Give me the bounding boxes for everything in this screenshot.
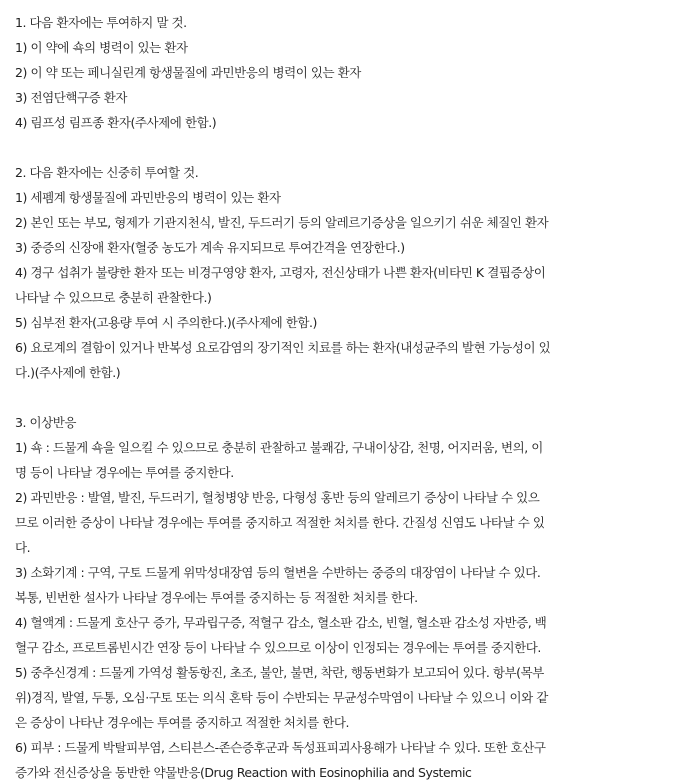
section-2-item-4-cont: 나타날 수 있으므로 충분히 관찰한다.)	[15, 290, 212, 305]
section-3-item-5: 5) 중추신경계 : 드물게 가역성 활동항진, 초조, 불안, 불면, 착란, 행동변화가 보고되어 있다. 항부(목부	[15, 665, 544, 680]
section-2-item-6: 6) 요로계의 결함이 있거나 반복성 요로감염의 장기적인 치료를 하는 환자(내성균주의 발현 가능성이 있	[15, 340, 551, 355]
section-3-item-2-cont-2: 다.	[15, 540, 31, 555]
section-3-item-4-cont: 혈구 감소, 프로트롬빈시간 연장 등이 나타날 수 있으므로 이상이 인정되는 경우에는 투여를 중지한다.	[15, 640, 541, 655]
section-2-item-6-cont: 다.)(주사제에 한함.)	[15, 365, 121, 380]
section-3-item-6: 6) 피부 : 드물게 박탈피부염, 스티븐스-존슨증후군과 독성표피괴사용해가 나타날 수 있다. 또한 호산구	[15, 740, 546, 755]
section-2-item-2: 2) 본인 또는 부모, 형제가 기관지천식, 발진, 두드러기 등의 알레르기증상을 일으키기 쉬운 체질인 환자	[15, 215, 549, 230]
section-3-item-5-cont-2: 은 증상이 나타난 경우에는 투여를 중지하고 적절한 처치를 한다.	[15, 715, 349, 730]
section-1-item-3: 3) 전염단핵구증 환자	[15, 90, 127, 105]
section-3-item-3-cont: 복통, 빈번한 설사가 나타날 경우에는 투여를 중지하는 등 적절한 처치를 한다.	[15, 590, 418, 605]
section-3-item-6-cont: 증가와 전신증상을 동반한 약물반응(Drug Reaction with Eosinophilia and Systemic	[15, 765, 472, 780]
section-1-item-2: 2) 이 약 또는 페니실린계 항생물질에 과민반응의 병력이 있는 환자	[15, 65, 361, 80]
section-3-heading: 3. 이상반응	[15, 415, 77, 430]
section-1-item-1: 1) 이 약에 쇽의 병력이 있는 환자	[15, 40, 188, 55]
section-1-heading: 1. 다음 환자에는 투여하지 말 것.	[15, 15, 187, 30]
section-2-item-3: 3) 중증의 신장애 환자(혈중 농도가 계속 유지되므로 투여간격을 연장한다.)	[15, 240, 405, 255]
section-3-item-3: 3) 소화기계 : 구역, 구토 드물게 위막성대장염 등의 혈변을 수반하는 중증의 대장염이 나타날 수 있다.	[15, 565, 541, 580]
section-1-item-4: 4) 림프성 림프종 환자(주사제에 한함.)	[15, 115, 217, 130]
section-2-item-4: 4) 경구 섭취가 불량한 환자 또는 비경구영양 환자, 고령자, 전신상태가 나쁜 환자(비타민 K 결핍증상이	[15, 265, 546, 280]
section-3-item-1: 1) 쇽 : 드물게 쇽을 일으킬 수 있으므로 충분히 관찰하고 불쾌감, 구내이상감, 천명, 어지러움, 변의, 이	[15, 440, 543, 455]
section-3-item-1-cont: 명 등이 나타날 경우에는 투여를 중지한다.	[15, 465, 234, 480]
section-2-item-5: 5) 심부전 환자(고용량 투여 시 주의한다.)(주사제에 한함.)	[15, 315, 317, 330]
section-2-heading: 2. 다음 환자에는 신중히 투여할 것.	[15, 165, 199, 180]
section-3-item-4: 4) 혈액계 : 드물게 호산구 증가, 무과립구증, 적혈구 감소, 혈소판 감소, 빈혈, 혈소판 감소성 자반증, 백	[15, 615, 547, 630]
section-3-item-5-cont-1: 위)경직, 발열, 두통, 오심·구토 또는 의식 혼탁 등이 수반되는 무균성수막염이 나타날 수 있으니 이와 같	[15, 690, 548, 705]
section-3-item-2: 2) 과민반응 : 발열, 발진, 두드러기, 혈청병양 반응, 다형성 홍반 등의 알레르기 증상이 나타날 수 있으	[15, 490, 540, 505]
section-2-item-1: 1) 세펨계 항생물질에 과민반응의 병력이 있는 환자	[15, 190, 281, 205]
section-3-item-2-cont-1: 므로 이러한 증상이 나타날 경우에는 투여를 중지하고 적절한 처치를 한다. 간질성 신염도 나타날 수 있	[15, 515, 545, 530]
